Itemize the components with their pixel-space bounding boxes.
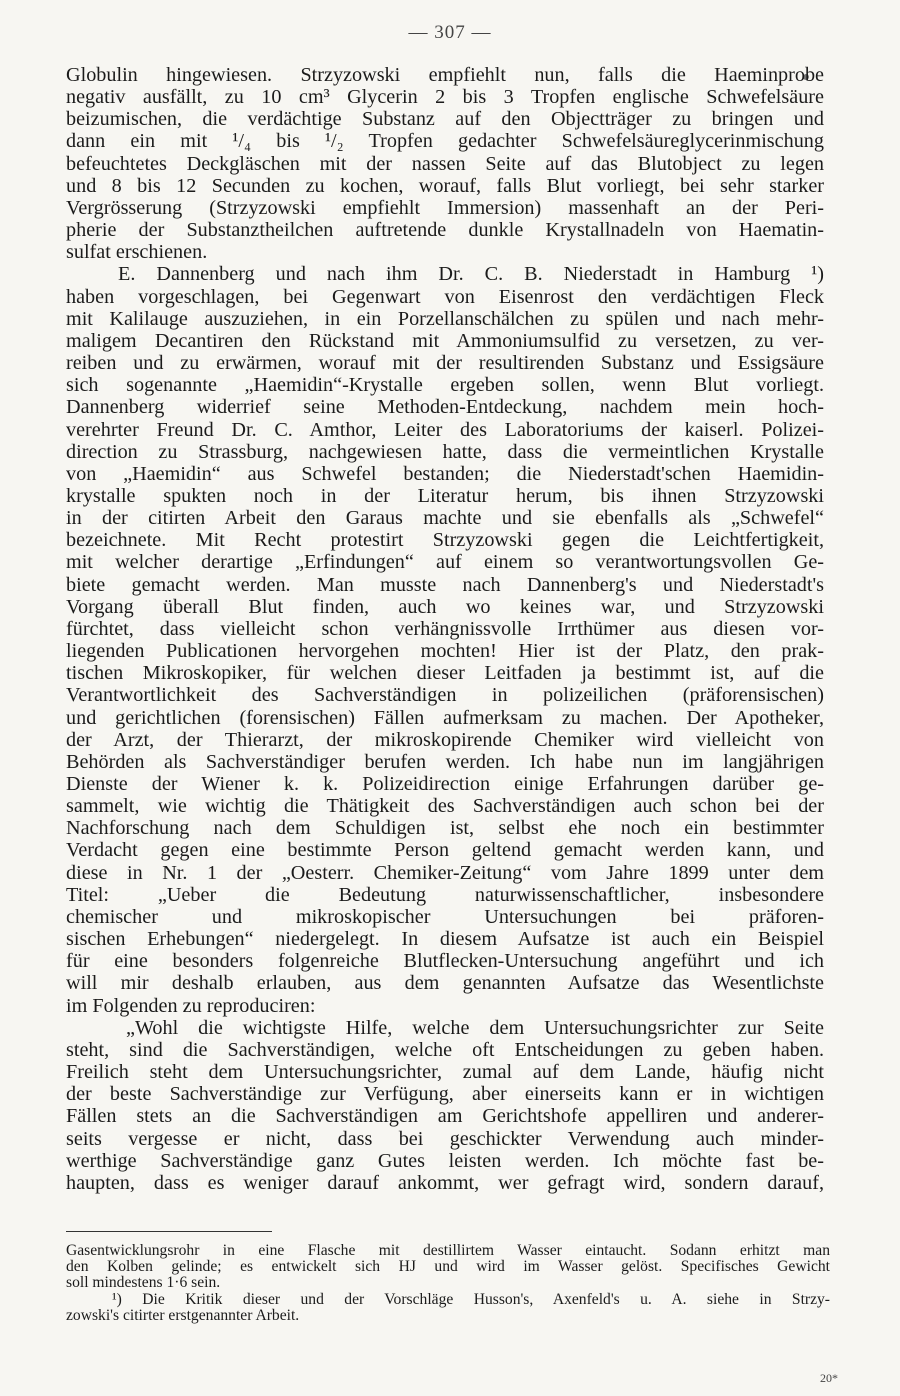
text-line: bezeichnete. Mit Recht protestirt Strzyzowski gegen die Leichtfertigkeit, [66, 529, 824, 552]
text-line: Nachforschung nach dem Schuldigen ist, selbst ehe noch ein bestimmter [66, 817, 824, 840]
text-line: steht, sind die Sachverständigen, welche oft Entscheidungen zu geben haben. [66, 1038, 824, 1061]
text-line: Verantwortlichkeit des Sachverständigen in polizeilichen (präforensischen) [66, 684, 824, 707]
text-line: chemischer und mikroskopischer Untersuchungen bei präforen- [66, 905, 824, 928]
text-line: beizumischen, die verdächtige Substanz auf den Objectträger zu bringen und [66, 108, 824, 131]
text-line: pherie der Substanztheilchen auftretende dunkle Krystallnadeln von Haematin- [66, 219, 824, 242]
text-line: will mir deshalb erlauben, aus dem genannten Aufsatze das Wesentlichste [66, 972, 824, 995]
text-line: sammelt, wie wichtig die Thätigkeit des Sachverständigen auch schon bei der [66, 795, 824, 818]
text-line: mit Kalilauge auszuziehen, in ein Porzellanschälchen zu spülen und nach mehr- [66, 307, 824, 330]
text-line: Freilich steht dem Untersuchungsrichter, zumal auf dem Lande, häufig nicht [66, 1061, 824, 1084]
text-line: und 8 bis 12 Secunden zu kochen, worauf, falls Blut vorliegt, bei sehr starker [66, 174, 824, 197]
signature-mark: 20* [820, 1371, 838, 1385]
text-line: der beste Sachverständige zur Verfügung, aber einerseits kann er in wichtigen [66, 1083, 824, 1106]
text-line: Behörden als Sachverständiger berufen werden. Ich habe nun im langjährigen [66, 750, 824, 773]
footnotes [66, 1243, 830, 1324]
text-line: der Arzt, der Thierarzt, der mikroskopirende Chemiker wird vielleicht von [66, 728, 824, 751]
footnote-line: ¹) Die Kritik dieser und der Vorschläge Husson's, Axenfeld's u. A. siehe in Strzy- [112, 1291, 830, 1308]
text-line: Dienste der Wiener k. k. Polizeidirection einige Erfahrungen darüber ge- [66, 773, 824, 795]
footnote-line: soll mindestens 1·6 sein. [66, 1275, 221, 1292]
footnote-line: Gasentwicklungsrohr in eine Flasche mit destillirtem Wasser eintaucht. Sodann erhitzt man [66, 1243, 830, 1259]
text-line: sischen Erhebungen“ niedergelegt. In diesem Aufsatze ist auch ein Beispiel [66, 928, 824, 951]
text-line: mit welcher derartige „Erfindungen“ auf einem so verantwortungsvollen Ge- [66, 551, 824, 574]
text-line: verehrter Freund Dr. C. Amthor, Leiter des Laboratoriums der kaiserl. Polizei- [66, 418, 824, 441]
text-line: fürchtet, dass vielleicht schon verhängnissvolle Irrthümer aus diesen vor- [66, 617, 824, 640]
text-line: dann ein mit ¹/₄ bis ¹/₂ Tropfen gedachter Schwefelsäureglycerinmischung [66, 130, 824, 153]
text-line: reiben und zu erwärmen, worauf mit der resultirenden Substanz und Essigsäure [66, 352, 824, 375]
page-number: — 307 — [408, 22, 492, 43]
text-line: Globulin hingewiesen. Strzyzowski empfiehlt nun, falls die Haeminprobe [66, 64, 824, 86]
text-line: in der citirten Arbeit den Garaus machte und sie ebenfalls als „Schwefel“ [66, 507, 824, 530]
text-line: „Wohl die wichtigste Hilfe, welche dem Untersuchungsrichter zur Seite [126, 1016, 824, 1039]
footnote-line: den Kolben gelinde; es entwickelt sich HJ und wird im Wasser gelöst. Specifisches Gewicht [66, 1259, 830, 1276]
text-line: Titel: „Ueber die Bedeutung naturwissenschaftlicher, insbesondere [66, 883, 824, 906]
text-line: von „Haemidin“ aus Schwefel bestanden; die Niederstadt'schen Haemidin- [66, 462, 824, 485]
text-line: Dannenberg widerrief seine Methoden-Entdeckung, nachdem mein hoch- [66, 396, 824, 419]
text-line: haben vorgeschlagen, bei Gegenwart von Eisenrost den verdächtigen Fleck [66, 285, 824, 308]
text-line: maligem Decantiren den Rückstand mit Ammoniumsulfid zu versetzen, zu ver- [66, 329, 824, 352]
text-line: haupten, dass es weniger darauf ankommt, wer gefragt wird, sondern darauf, [66, 1171, 824, 1194]
footnote-rule [66, 1231, 272, 1232]
text-line: Vergrösserung (Strzyzowski empfiehlt Immersion) massenhaft an der Peri- [66, 196, 824, 219]
text-line: Fällen stets an die Sachverständigen am Gerichtshofe appelliren und anderer- [66, 1105, 824, 1128]
text-line: negativ ausfällt, zu 10 cm³ Glycerin 2 bis 3 Tropfen englische Schwefelsäure [66, 86, 824, 109]
text-line: E. Dannenberg und nach ihm Dr. C. B. Niederstadt in Hamburg ¹) [118, 263, 824, 286]
text-line: Vorgang überall Blut finden, auch wo keines war, und Strzyzowski [66, 595, 824, 618]
text-line: diese in Nr. 1 der „Oesterr. Chemiker-Zeitung“ vom Jahre 1899 unter dem [66, 861, 824, 884]
text-line: krystalle spukten noch in der Literatur herum, bis ihnen Strzyzowski [66, 484, 824, 507]
body-text [66, 64, 824, 1194]
text-line: Verdacht gegen eine bestimmte Person geltend gemacht werden kann, und [66, 839, 824, 862]
text-line: befeuchtetes Deckgläschen mit der nassen Seite auf das Blutobject zu legen [66, 152, 824, 175]
text-line: im Folgenden zu reproduciren: [66, 994, 316, 1017]
text-line: seits vergesse er nicht, dass bei geschickter Verwendung auch minder- [66, 1127, 824, 1150]
text-line: direction zu Strassburg, nachgewiesen hatte, dass die vermeintlichen Krystalle [66, 440, 824, 463]
text-line: tischen Mikroskopiker, für welchen dieser Leitfaden ja bestimmt ist, auf die [66, 662, 824, 685]
text-line: sich sogenannte „Haemidin“-Krystalle ergeben sollen, wenn Blut vorliegt. [66, 374, 824, 397]
text-line: liegenden Publicationen hervorgehen mochten! Hier ist der Platz, den prak- [66, 640, 824, 663]
text-line: werthige Sachverständige ganz Gutes leisten werden. Ich möchte fast be- [66, 1149, 824, 1172]
text-line: biete gemacht werden. Man musste nach Dannenberg's und Niederstadt's [66, 573, 824, 596]
text-line: und gerichtlichen (forensischen) Fällen aufmerksam zu machen. Der Apotheker, [66, 706, 824, 729]
text-line: sulfat erschienen. [66, 241, 208, 264]
text-line: für eine besonders folgenreiche Blutflecken-Untersuchung angeführt und ich [66, 950, 824, 973]
footnote-line: zowski's citirter erstgenannter Arbeit. [66, 1307, 300, 1324]
